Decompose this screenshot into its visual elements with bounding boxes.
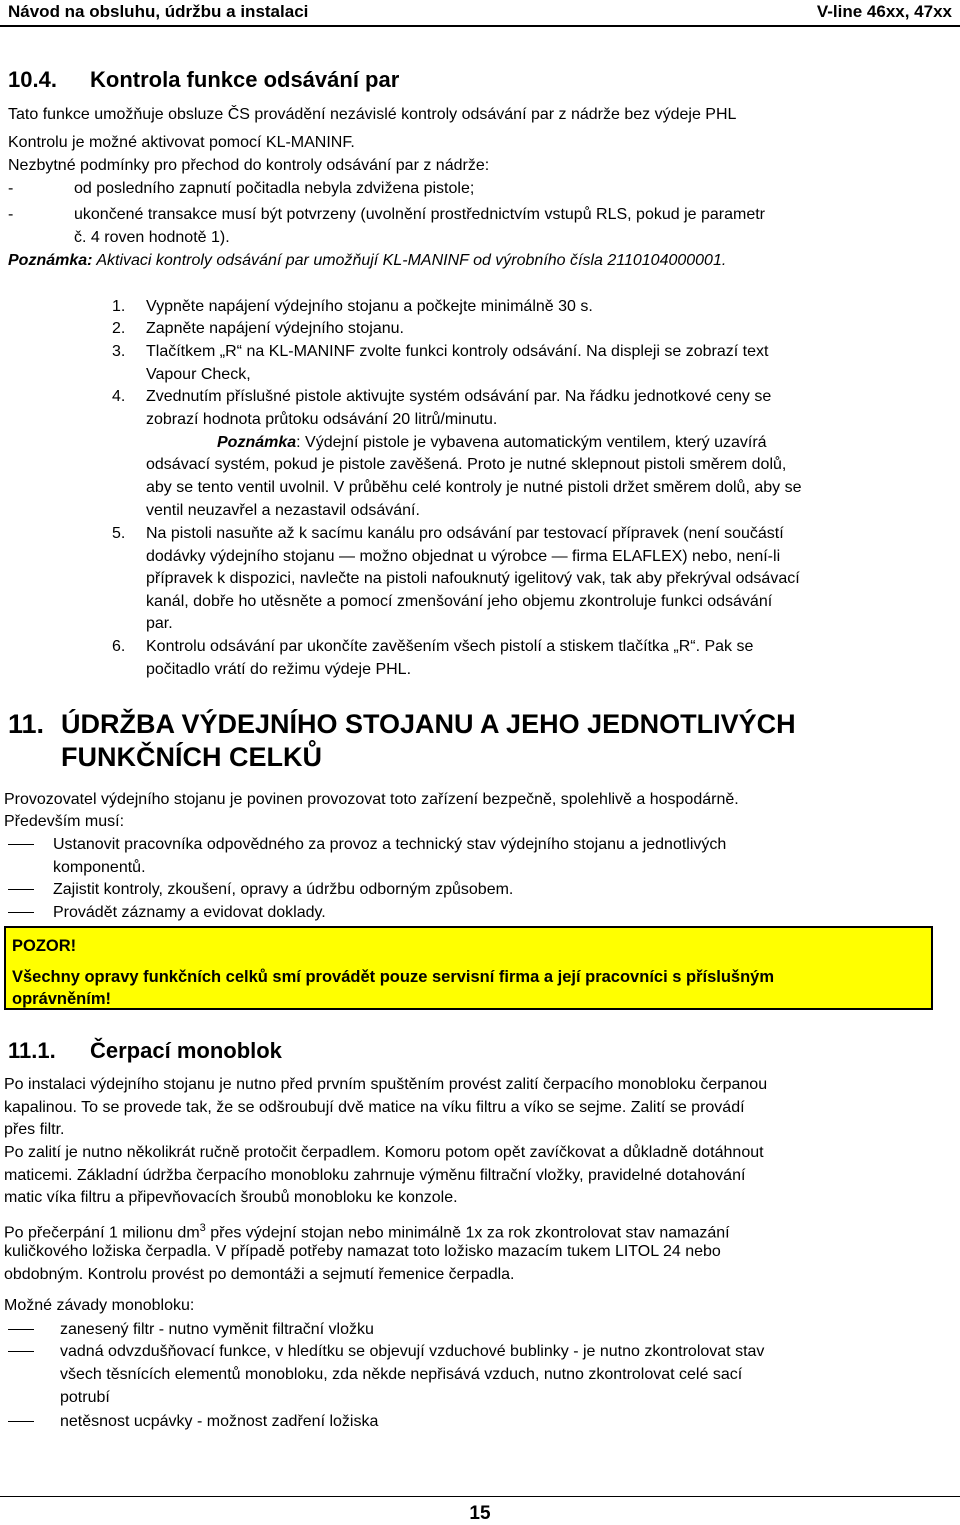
paragraph-line: obdobným. Kontrolu provést po demontáži a sejmutí řemenice čerpadla. <box>4 1266 515 1283</box>
paragraph-line: Především musí: <box>4 813 125 830</box>
step-number: 4. <box>112 388 126 405</box>
warning-title: POZOR! <box>12 937 77 955</box>
section-11-1-number: 11.1. <box>8 1038 56 1063</box>
step-note-text: ventil neuzavřel a nezastavil odsávání. <box>146 502 420 519</box>
warning-text: oprávněním! <box>12 990 112 1008</box>
list-dash <box>8 889 34 890</box>
list-dash <box>8 1351 34 1352</box>
list-dash <box>8 1329 34 1330</box>
step-number: 2. <box>112 320 126 337</box>
warning-box <box>4 926 933 1010</box>
step-number: 5. <box>112 525 126 542</box>
paragraph-line: matic víka filtru a připevňovacích šroubů monobloku ke konzole. <box>4 1189 458 1206</box>
section-11-title: FUNKČNÍCH CELKŮ <box>61 742 322 772</box>
paragraph-line: Po zalití je nutno několikrát ručně protočit čerpadlem. Komoru potom opět zavíčkovat a důkladně dotáhnout <box>4 1144 764 1161</box>
warning-text: Všechny opravy funkčních celků smí provádět pouze servisní firma a její pracovníci s příslušným <box>12 968 775 986</box>
intro-line: Kontrolu je možné aktivovat pomocí KL-MANINF. <box>8 134 355 151</box>
list-dash <box>8 912 34 913</box>
paragraph-line: přes filtr. <box>4 1121 65 1138</box>
note <box>8 249 726 272</box>
footer-rule <box>0 1496 960 1497</box>
faults-title: Možné závady monobloku: <box>4 1297 195 1314</box>
step-text: počitadlo vrátí do režimu výdeje PHL. <box>146 661 412 678</box>
step-note-text: aby se tento ventil uvolnil. V průběhu celé kontroly je nutné pistoli držet směrem dolů, aby se <box>146 479 802 496</box>
step-text: přípravek k dispozici, navlečte na pistoli nafouknutý igelitový vak, tak aby překrýval odsávací <box>146 570 800 587</box>
step-text: Na pistoli nasuňte až k sacímu kanálu pro odsávání par testovací přípravek (není součástí <box>146 525 784 542</box>
intro-line: Tato funkce umožňuje obsluze ČS provádění nezávislé kontroly odsávání par z nádrže bez výdeje PHL <box>8 106 737 123</box>
step-number: 1. <box>112 298 126 315</box>
fault-text: netěsnost ucpávky - možnost zadření ložiska <box>60 1413 379 1430</box>
fault-text: potrubí <box>60 1389 110 1406</box>
condition-marker: - <box>8 180 14 197</box>
header-rule <box>0 25 960 27</box>
step-text: Tlačítkem „R“ na KL-MANINF zvolte funkci kontroly odsávání. Na displeji se zobrazí text <box>146 343 769 360</box>
fault-text: vadná odvzdušňovací funkce, v hledítku se objevují vzduchové bublinky - je nutno zkontrolovat stav <box>60 1343 765 1360</box>
paragraph-line: kuličkového ložiska čerpadla. V případě potřeby namazat toto ložisko mazacím tukem LITOL 24 nebo <box>4 1243 721 1260</box>
fault-text: zanesený filtr - nutno vyměnit filtrační vložku <box>60 1321 374 1338</box>
condition-text: ukončené transakce musí být potvrzeny (uvolnění prostřednictvím vstupů RLS, pokud je parametr <box>74 206 766 223</box>
step-note-label: Poznámka <box>217 434 297 451</box>
header-model: V-line 46xx, 47xx <box>816 2 952 21</box>
step-text: dodávky výdejního stojanu — možno objednat u výrobce — firma ELAFLEX) nebo, není-li <box>146 548 781 565</box>
section-11-title: ÚDRŽBA VÝDEJNÍHO STOJANU A JEHO JEDNOTLIVÝCH <box>61 709 796 739</box>
section-11-number: 11. <box>8 709 45 739</box>
paragraph-line: kapalinou. To se provede tak, že se odšroubují dvě matice na víku filtru a víko se sejme. Zalití se provádí <box>4 1099 745 1116</box>
para3-start: Po přečerpání 1 milionu dm <box>4 1224 200 1242</box>
paragraph-line: Provozovatel výdejního stojanu je povinen provozovat toto zařízení bezpečně, spolehlivě a hospodárně. <box>4 791 739 808</box>
step-note-text: odsávací systém, pokud je pistole zavěšená. Proto je nutné sklepnout pistoli směrem dolů, <box>146 456 787 473</box>
step-text: Zapněte napájení výdejního stojanu. <box>146 320 404 337</box>
step-text: Kontrolu odsávání par ukončíte zavěšením všech pistolí a stiskem tlačítka „R“. Pak se <box>146 638 754 655</box>
step-text: Zvednutím příslušné pistole aktivujte systém odsávání par. Na řádku jednotkové ceny se <box>146 388 772 405</box>
intro-line: Nezbytné podmínky pro přechod do kontroly odsávání par z nádrže: <box>8 157 490 174</box>
fault-text: všech těsnících elementů monobloku, zda někde nepřisává vzduch, nutno zkontrolovat celé sací <box>60 1366 743 1383</box>
list-text: Ustanovit pracovníka odpovědného za provoz a technický stav výdejního stojanu a jednotlivých <box>53 836 727 853</box>
step-text: zobrazí hodnota průtoku odsávání 20 litrů/minutu. <box>146 411 498 428</box>
step-text: Vapour Check, <box>146 366 251 383</box>
step-text: par. <box>146 615 173 632</box>
step-number: 6. <box>112 638 126 655</box>
superscript: 3 <box>199 1222 206 1234</box>
note-text: Aktivaci kontroly odsávání par umožňují KL-MANINF od výrobního čísla 2110104000001. <box>92 252 727 269</box>
section-10-4-title: Kontrola funkce odsávání par <box>90 67 400 92</box>
condition-text: č. 4 roven hodnotě 1). <box>74 229 230 246</box>
step-note <box>217 431 767 454</box>
paragraph-line: maticemi. Základní údržba čerpacího monobloku zahrnuje výměnu filtrační vložky, pravidelné dotahování <box>4 1167 746 1184</box>
list-dash <box>8 1421 34 1422</box>
step-note-text: : Výdejní pistole je vybavena automatickým ventilem, který uzavírá <box>296 434 767 451</box>
paragraph-line: Po instalaci výdejního stojanu je nutno před prvním spuštěním provést zalití čerpacího monobloku čerpanou <box>4 1076 768 1093</box>
condition-marker: - <box>8 206 14 223</box>
step-number: 3. <box>112 343 126 360</box>
list-dash <box>8 844 34 845</box>
section-10-4-number: 10.4. <box>8 67 57 92</box>
page-number: 15 <box>469 1503 491 1524</box>
condition-text: od posledního zapnutí počitadla nebyla zdvižena pistole; <box>74 180 475 197</box>
step-text: kanál, dobře ho utěsněte a pomocí zmenšování jeho objemu zkontroluje funkci odsávání <box>146 593 773 610</box>
step-text: Vypněte napájení výdejního stojanu a počkejte minimálně 30 s. <box>146 298 593 315</box>
list-text: komponentů. <box>53 859 146 876</box>
list-text: Provádět záznamy a evidovat doklady. <box>53 904 326 921</box>
note-label: Poznámka: <box>8 252 93 269</box>
header-title: Návod na obsluhu, údržbu a instalaci <box>8 2 309 21</box>
page-header <box>0 0 960 27</box>
para3-end: přes výdejní stojan nebo minimálně 1x za rok zkontrolovat stav namazání <box>205 1224 730 1242</box>
section-11-1-title: Čerpací monoblok <box>90 1038 282 1063</box>
list-text: Zajistit kontroly, zkoušení, opravy a údržbu odborným způsobem. <box>53 881 514 898</box>
